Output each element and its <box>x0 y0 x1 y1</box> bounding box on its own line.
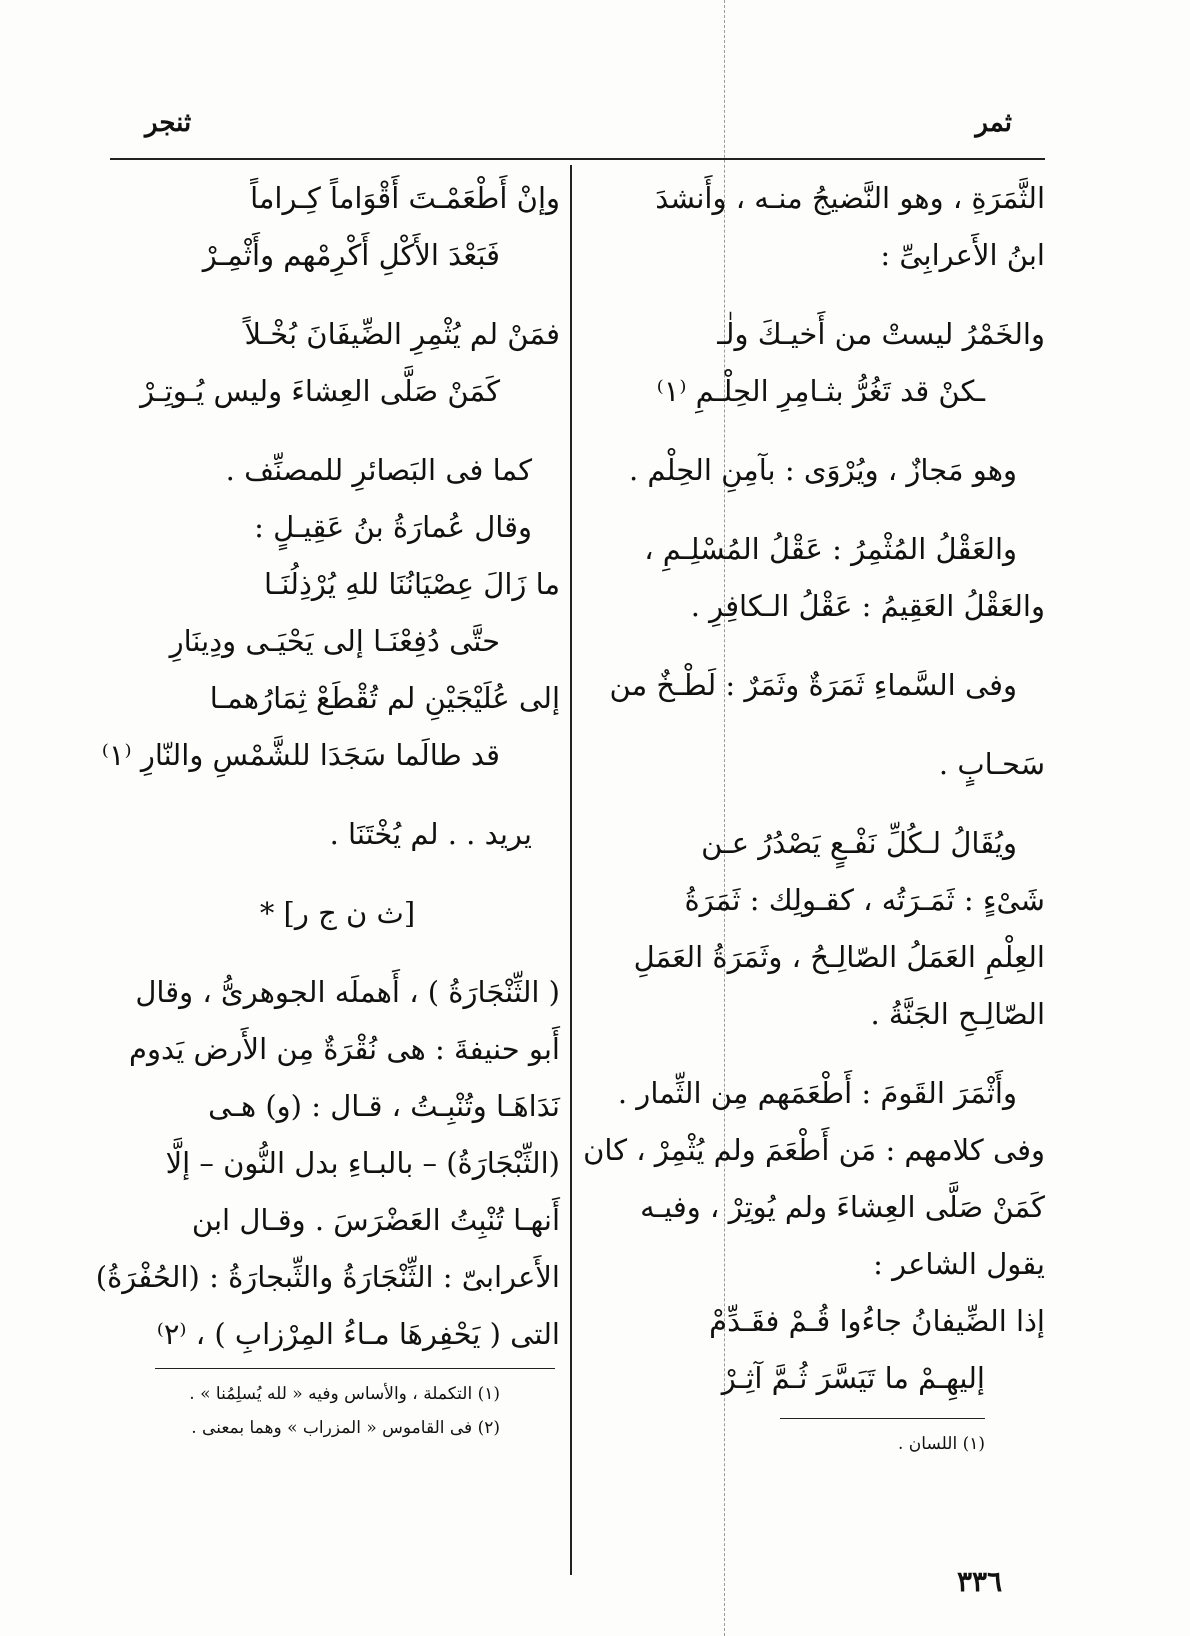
text-line: التى ( يَحْفِرهَا مـاءُ المِرْزابِ ) ، ⁽٢⁾ <box>156 1317 560 1351</box>
text-line: أَبو حنيفةَ : هى نُقْرَةٌ مِن الأَرض يَدوم <box>129 1032 560 1066</box>
page-number: ٣٣٦ <box>957 1565 1003 1598</box>
verse-line: ـكنْ قد تَغُرُّ بثـامِرِ الحِلْـمِ ⁽١⁾ <box>656 374 985 408</box>
right-column <box>583 170 1045 1407</box>
text-line: الصّالِـحِ الجَنَّةُ . <box>870 997 1045 1031</box>
text-line: سَحـابٍ . <box>938 747 1045 781</box>
text-line: ( الثِّنْجَارَةُ ) ، أَهملَه الجوهرىُّ ، وقال <box>135 975 560 1009</box>
text-line: شَىْءٍ : ثَمَـرَتُه ، كقـولِك : ثَمَرَةُ <box>684 883 1045 917</box>
text-line: ابنُ الأَعرابِىِّ : <box>880 238 1045 272</box>
running-head-left: ثنجر <box>145 108 192 138</box>
text-line: وأَثْمَرَ القَومَ : أَطْعَمَهم مِن الثِّمار . <box>617 1076 1017 1110</box>
verse-line: كَمَنْ صَلَّى العِشاءَ وليس يُـوتِـرْ <box>140 374 500 408</box>
verse-line: إليهِـمْ ما تَيَسَّرَ ثُـمَّ آثِـرْ <box>721 1361 985 1395</box>
running-head-right: ثمر <box>975 108 1012 138</box>
text-line: وهو مَجازٌ ، ويُرْوَى : بآمِنِ الحِلْم . <box>628 453 1017 487</box>
column-divider <box>570 165 572 1575</box>
text-line: وقال عُمارَةُ بنُ عَقِيـلٍ : <box>254 510 532 544</box>
verse-line: وإنْ أَطْعَمْـتَ أَقْوَاماً كِـراماً <box>250 181 560 215</box>
text-line: أَنهـا تُنْبِتُ العَضْرَسَ . وقـال ابن <box>191 1203 560 1237</box>
footnote-rule-left <box>155 1368 555 1369</box>
footnote-left-2: (٢) فى القاموس « المزراب » وهما بمعنى . <box>191 1418 500 1438</box>
text-line: العِلْمِ العَمَلُ الصّالِـحُ ، وثَمَرَةُ العَمَلِ <box>633 940 1045 974</box>
footnote-rule-right <box>780 1418 985 1419</box>
text-line: الثَّمَرَةِ ، وهو النَّضيجُ منـه ، وأَنشدَ <box>655 181 1045 215</box>
verse-line: إذا الضِّيفانُ جاءُوا قُـمْ فقَـدِّمْ <box>709 1304 1045 1338</box>
text-line: يقول الشاعر : <box>873 1247 1045 1281</box>
left-column <box>95 170 560 1363</box>
header-rule <box>110 158 1045 160</box>
footnote-left-1: (١) التكملة ، والأساس وفيه « لله يُسلِمُنا » . <box>189 1384 500 1404</box>
entry-heading: [ث ن ج ر] * <box>259 896 416 930</box>
text-line: والعَقْلُ المُثْمِرُ : عَقْلُ المُسْلِـمِ ، <box>644 532 1017 566</box>
verse-line: فَبَعْدَ الأَكْلِ أَكْرِمْهم وأَثْمِـرْ <box>202 238 500 272</box>
verse-line: فمَنْ لم يُثْمِرِ الضِّيفَانَ بُخْـلاً <box>244 317 560 351</box>
text-line: الأَعرابىّ : الثِّنْجَارَةُ والثِّبجارَةُ : (الحُفْرَةُ) <box>95 1260 560 1294</box>
text-line: كما فى البَصائرِ للمصنِّف . <box>225 453 532 487</box>
text-line: كَمَنْ صَلَّى العِشاءَ ولم يُوتِرْ ، وفيـه <box>640 1190 1045 1224</box>
verse-line: حتَّى دُفِعْنَـا إلى يَحْيَـى ودِينَارِ <box>169 624 500 658</box>
text-line: يريد . . لم يُخْتَنَا . <box>329 817 532 851</box>
text-line: وفى السَّماءِ ثَمَرَةٌ وثَمَرٌ : لَطْـخٌ من <box>609 668 1017 702</box>
verse-line: قد طالَما سَجَدَا للشَّمْسِ والنّارِ ⁽١⁾ <box>101 738 500 772</box>
verse-line: إلى عُلَيْجَيْنِ لم تُقْطَعْ ثِمَارُهمـا <box>209 681 560 715</box>
text-line: ويُقَالُ لـكُلِّ نَفْـعٍ يَصْدُرُ عـن <box>701 826 1017 860</box>
verse-line: ما زَالَ عِصْيَانُنَا للهِ يُرْذِلُنَـا <box>264 567 560 601</box>
footnote-right: (١) اللسان . <box>898 1434 985 1454</box>
text-line: (الثِّبْجَارَةُ) – بالبـاءِ بدل النُّون – إلَّا <box>165 1146 560 1180</box>
text-line: وفى كلامهم : مَن أَطْعَمَ ولم يُثْمِرْ ، كان <box>583 1133 1045 1167</box>
text-line: والعَقْلُ العَقِيمُ : عَقْلُ الـكافِرِ . <box>690 589 1045 623</box>
text-line: نَدَاهَـا وتُنْبِـتُ ، قـال : (و) هـى <box>208 1089 560 1123</box>
verse-line: والخَمْرُ ليستْ من أَخيـكَ ولٰـ <box>717 317 1045 351</box>
